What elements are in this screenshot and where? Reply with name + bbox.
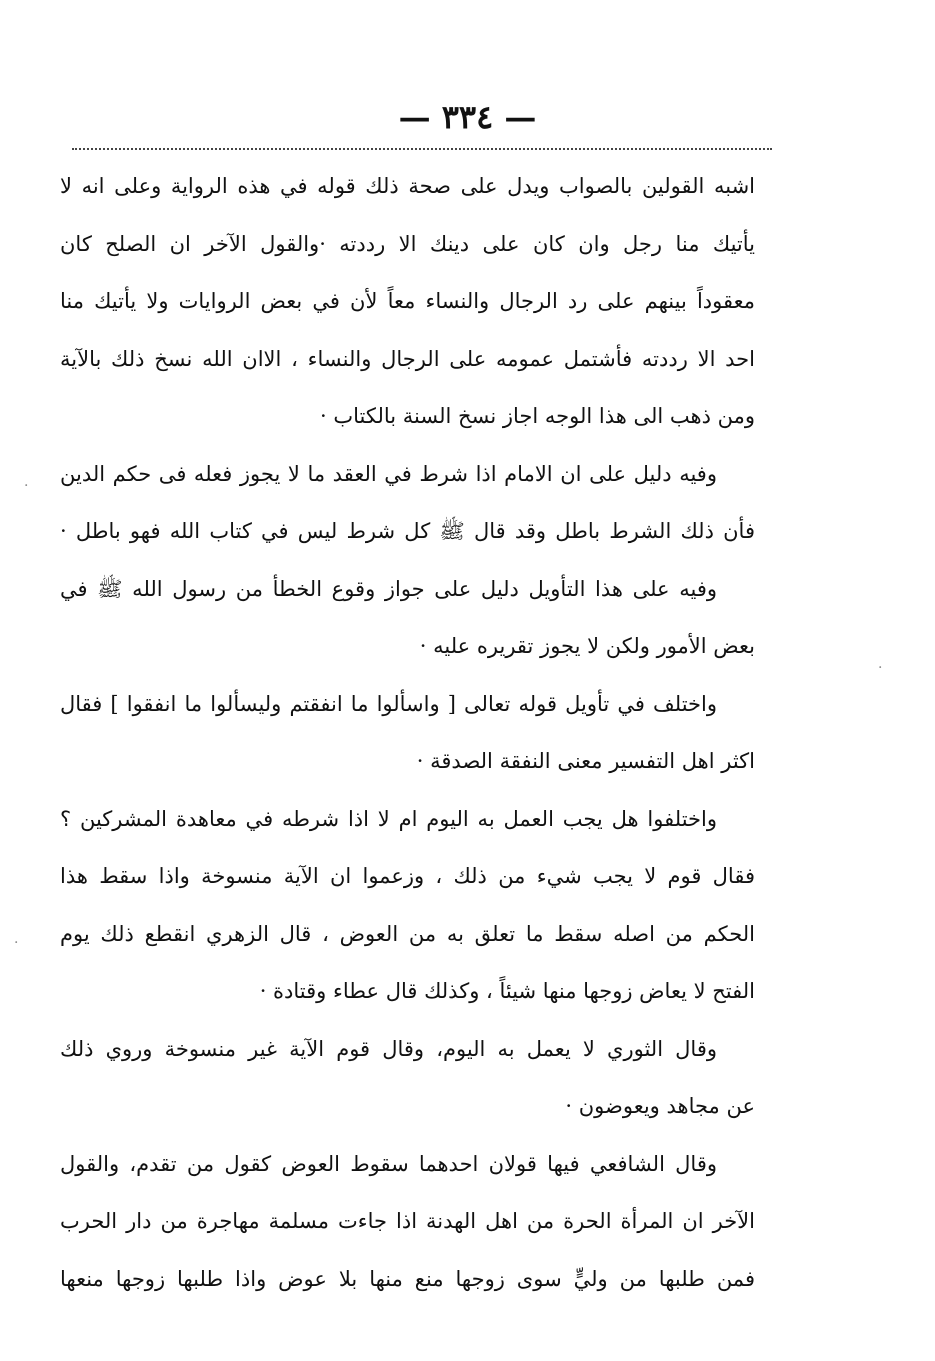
text-line: واختلف في تأويل قوله تعالى [ واسألوا ما انفقتم وليسألوا ما انفقوا ] فقال	[60, 691, 717, 716]
text-line: يأتيك منا رجل وان كان على دينك الا رددته ·والقول الآخر ان الصلح كان	[60, 231, 755, 256]
text-line: فقال قوم لا يجب شيء من ذلك ، وزعموا ان الآية منسوخة واذا سقط هذا	[60, 864, 755, 888]
text-line: عن مجاهد ويعوضون ·	[565, 1094, 755, 1118]
text-line: فمن طلبها من وليٍّ سوى زوجها منع منها بلا عوض واذا طلبها زوجها منعها	[60, 1266, 755, 1291]
text-line: وقال الثوري لا يعمل به اليوم، وقال قوم الآية غير منسوخة وروي ذلك	[60, 1036, 717, 1061]
text-line: واختلفوا هل يجب العمل به اليوم ام لا اذا شرطه في معاهدة المشركين ؟	[60, 806, 717, 831]
text-line: الحكم من اصله سقط ما تعلق به من العوض ، قال الزهري انقطع ذلك يوم	[60, 921, 755, 946]
text-line: اشبه القولين بالصواب ويدل على صحة ذلك قوله في هذه الرواية وعلى انه لا	[60, 174, 755, 198]
text-line: ومن ذهب الى هذا الوجه اجاز نسخ السنة بالكتاب ·	[320, 404, 755, 428]
text-line: بعض الأمور ولكن لا يجوز تقريره عليه ·	[419, 634, 755, 658]
text-line: معقوداً بينهم على رد الرجال والنساء معاً لأن في بعض الروايات ولا يأتيك منا	[60, 289, 755, 313]
header-divider	[72, 148, 772, 150]
margin-mark: ·	[14, 935, 19, 951]
margin-mark: ·	[878, 660, 883, 676]
text-line: فأن ذلك الشرط باطل وقد قال ﷺ كل شرط ليس في كتاب الله فهو باطل ·	[60, 519, 755, 543]
margin-mark: ·	[24, 478, 29, 494]
text-line: احد الا رددته فأشتمل عمومه على الرجال والنساء ، الاان الله نسخ ذلك بالآية	[60, 346, 755, 371]
body-text	[60, 158, 755, 1308]
text-line: الفتح لا يعاض زوجها منها شيئاً ، وكذلك قال عطاء وقتادة ·	[259, 979, 755, 1003]
text-line: وفيه على هذا التأويل دليل على جواز وقوع الخطأ من رسول الله ﷺ في	[60, 576, 717, 601]
text-line: الآخر ان المرأة الحرة من اهل الهدنة اذا جاءت مسلمة مهاجرة من دار الحرب	[60, 1209, 755, 1233]
page-number: — ٣٣٤ —	[398, 98, 537, 136]
text-line: وقال الشافعي فيها قولان احدهما سقوط العوض كقول من تقدم، والقول	[60, 1151, 717, 1176]
text-line: وفيه دليل على ان الامام اذا شرط في العقد ما لا يجوز فعله فى حكم الدين	[60, 461, 717, 486]
text-line: اكثر اهل التفسير معنى النفقة الصدقة ·	[416, 749, 755, 773]
